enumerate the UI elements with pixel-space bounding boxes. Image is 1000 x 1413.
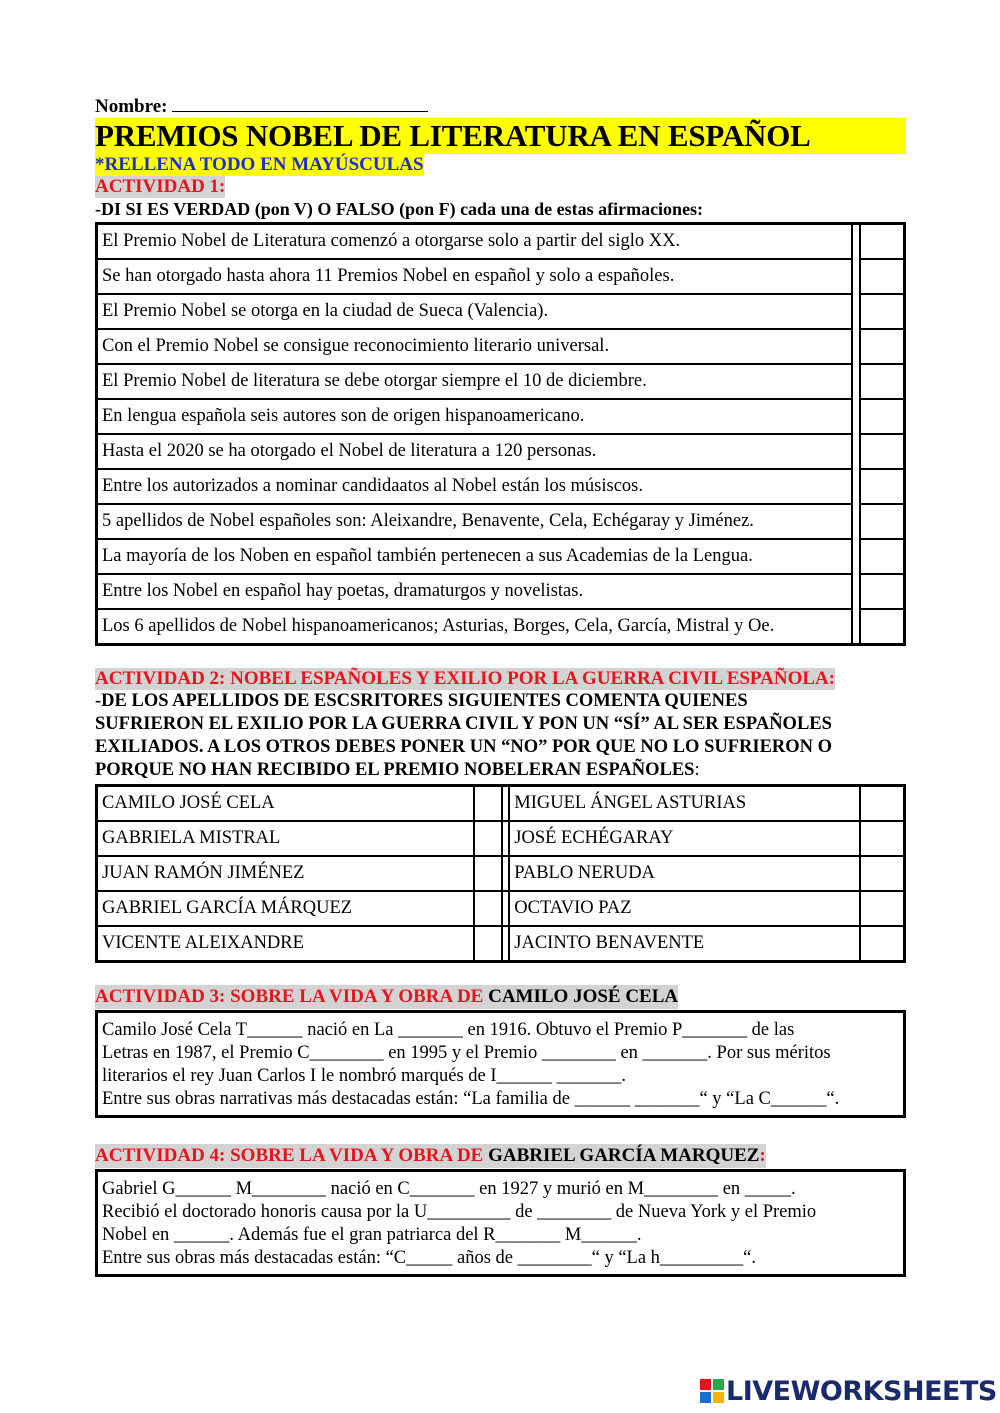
true-false-answer-box[interactable]	[860, 224, 905, 260]
row-spacer	[502, 821, 509, 856]
row-spacer	[852, 329, 860, 364]
exile-answer-box-left[interactable]	[474, 926, 502, 962]
author-name-right: JOSÉ ECHÉGARAY	[509, 821, 860, 856]
activity1-table	[95, 222, 906, 646]
true-false-answer-box[interactable]	[860, 574, 905, 609]
statement-text: Entre los Nobel en español hay poetas, dramaturgos y novelistas.	[97, 574, 853, 609]
statement-row	[97, 504, 905, 539]
row-spacer	[502, 786, 509, 822]
exile-answer-box-right[interactable]	[860, 891, 905, 926]
activity4-heading-red: ACTIVIDAD 4: SOBRE LA VIDA Y OBRA DE	[95, 1145, 489, 1166]
activity4-line[interactable]: Nobel en ______. Además fue el gran patriarca del R_______ M______.	[102, 1225, 642, 1245]
row-spacer	[502, 891, 509, 926]
activity1-heading: ACTIVIDAD 1:	[95, 176, 226, 197]
exile-answer-box-left[interactable]	[474, 821, 502, 856]
row-spacer	[852, 504, 860, 539]
true-false-answer-box[interactable]	[860, 294, 905, 329]
statement-row	[97, 259, 905, 294]
statement-row	[97, 364, 905, 399]
activity4-heading-end: :	[759, 1145, 766, 1166]
author-name-right: JACINTO BENAVENTE	[509, 926, 860, 962]
statement-row	[97, 434, 905, 469]
exile-answer-box-right[interactable]	[860, 786, 905, 822]
exile-answer-box-right[interactable]	[860, 821, 905, 856]
name-line	[95, 94, 906, 118]
statement-text: Hasta el 2020 se ha otorgado el Nobel de literatura a 120 personas.	[97, 434, 853, 469]
author-row	[97, 856, 905, 891]
statement-row	[97, 609, 905, 645]
activity2-instruction-end: :	[694, 760, 700, 780]
activity2-table	[95, 784, 906, 963]
activity2-instruction-line: PORQUE NO HAN RECIBIDO EL PREMIO NOBELERAN ESPAÑOLES	[95, 760, 695, 780]
author-name-right: PABLO NERUDA	[509, 856, 860, 891]
row-spacer	[852, 434, 860, 469]
author-name-left: VICENTE ALEIXANDRE	[97, 926, 475, 962]
liveworksheets-logo-icon	[700, 1379, 724, 1403]
row-spacer	[852, 294, 860, 329]
exile-answer-box-left[interactable]	[474, 856, 502, 891]
activity1-instruction: -DI SI ES VERDAD (pon V) O FALSO (pon F) cada una de estas afirmaciones:	[95, 199, 704, 219]
statement-text: El Premio Nobel se otorga en la ciudad de Sueca (Valencia).	[97, 294, 853, 329]
row-spacer	[852, 609, 860, 645]
liveworksheets-watermark	[700, 1376, 997, 1407]
author-row	[97, 926, 905, 962]
statement-text: Entre los autorizados a nominar candidaatos al Nobel están los músiscos.	[97, 469, 853, 504]
activity3-paragraph	[95, 1010, 906, 1118]
true-false-answer-box[interactable]	[860, 469, 905, 504]
activity2-instruction-line: EXILIADOS. A LOS OTROS DEBES PONER UN “NO” POR QUE NO LO SUFRIERON O	[95, 737, 833, 757]
statement-text: El Premio Nobel de literatura se debe otorgar siempre el 10 de diciembre.	[97, 364, 853, 399]
statement-row	[97, 574, 905, 609]
name-input[interactable]	[172, 94, 428, 112]
true-false-answer-box[interactable]	[860, 434, 905, 469]
author-name-left: GABRIELA MISTRAL	[97, 821, 475, 856]
activity2-instruction-line: SUFRIERON EL EXILIO POR LA GUERRA CIVIL Y PON UN “SÍ” AL SER ESPAÑOLES	[95, 714, 832, 734]
statement-text: La mayoría de los Noben en español también pertenecen a sus Academias de la Lengua.	[97, 539, 853, 574]
true-false-answer-box[interactable]	[860, 259, 905, 294]
exile-answer-box-left[interactable]	[474, 891, 502, 926]
name-label: Nombre:	[95, 96, 168, 117]
statement-text: 5 apellidos de Nobel españoles son: Aleixandre, Benavente, Cela, Echégaray y Jiménez.	[97, 504, 853, 539]
activity3-heading-red: ACTIVIDAD 3: SOBRE LA VIDA Y OBRA DE	[95, 986, 489, 1007]
activity4-heading-black: GABRIEL GARCÍA MARQUEZ	[488, 1145, 760, 1166]
activity4-heading	[95, 1144, 906, 1168]
statement-text: En lengua española seis autores son de origen hispanoamericano.	[97, 399, 853, 434]
statement-text: Los 6 apellidos de Nobel hispanoamericanos; Asturias, Borges, Cela, García, Mistral y Oe.	[97, 609, 853, 645]
author-name-left: JUAN RAMÓN JIMÉNEZ	[97, 856, 475, 891]
author-name-left: CAMILO JOSÉ CELA	[97, 786, 475, 822]
row-spacer	[852, 539, 860, 574]
author-name-right: OCTAVIO PAZ	[509, 891, 860, 926]
statement-row	[97, 224, 905, 260]
true-false-answer-box[interactable]	[860, 329, 905, 364]
author-row	[97, 786, 905, 822]
row-spacer	[852, 224, 860, 260]
statement-text: Con el Premio Nobel se consigue reconocimiento literario universal.	[97, 329, 853, 364]
row-spacer	[852, 399, 860, 434]
subtitle-instruction: *RELLENA TODO EN MAYÚSCULAS	[95, 154, 424, 175]
activity4-paragraph	[95, 1169, 906, 1277]
page-title: PREMIOS NOBEL DE LITERATURA EN ESPAÑOL	[95, 118, 906, 154]
row-spacer	[502, 926, 509, 962]
activity3-heading	[95, 985, 906, 1009]
true-false-answer-box[interactable]	[860, 364, 905, 399]
statement-row	[97, 469, 905, 504]
activity4-line[interactable]: Gabriel G______ M________ nació en C_______ en 1927 y murió en M________ en _____.	[102, 1179, 796, 1199]
true-false-answer-box[interactable]	[860, 504, 905, 539]
worksheet-page	[95, 94, 906, 1277]
row-spacer	[852, 574, 860, 609]
true-false-answer-box[interactable]	[860, 399, 905, 434]
activity3-line[interactable]: Entre sus obras narrativas más destacadas están: “La familia de ______ _______“ y “La C______“.	[102, 1089, 840, 1109]
true-false-answer-box[interactable]	[860, 539, 905, 574]
statement-row	[97, 329, 905, 364]
activity3-line[interactable]: Letras en 1987, el Premio C________ en 1995 y el Premio ________ en _______. Por sus méritos	[102, 1043, 831, 1063]
activity3-heading-black: CAMILO JOSÉ CELA	[488, 986, 679, 1007]
activity2-heading: ACTIVIDAD 2: NOBEL ESPAÑOLES Y EXILIO POR LA GUERRA CIVIL ESPAÑOLA:	[95, 668, 836, 689]
row-spacer	[852, 259, 860, 294]
row-spacer	[852, 469, 860, 504]
row-spacer	[852, 364, 860, 399]
statement-row	[97, 399, 905, 434]
exile-answer-box-right[interactable]	[860, 856, 905, 891]
author-row	[97, 891, 905, 926]
activity3-line[interactable]: literarios el rey Juan Carlos I le nombró marqués de I______ _______.	[102, 1066, 627, 1086]
statement-row	[97, 539, 905, 574]
exile-answer-box-right[interactable]	[860, 926, 905, 962]
watermark-text: LIVEWORKSHEETS	[726, 1376, 997, 1407]
statement-text: El Premio Nobel de Literatura comenzó a otorgarse solo a partir del siglo XX.	[97, 224, 853, 260]
activity4-line[interactable]: Recibió el doctorado honoris causa por la U_________ de ________ de Nueva York y el Premio	[102, 1202, 817, 1222]
statement-row	[97, 294, 905, 329]
activity2-instruction-line: -DE LOS APELLIDOS DE ESCSRITORES SIGUIENTES COMENTA QUIENES	[95, 691, 748, 711]
statement-text: Se han otorgado hasta ahora 11 Premios Nobel en español y solo a españoles.	[97, 259, 853, 294]
activity2-instruction	[95, 690, 906, 782]
activity4-line[interactable]: Entre sus obras más destacadas están: “C_____ años de ________“ y “La h_________“.	[102, 1248, 757, 1268]
author-name-right: MIGUEL ÁNGEL ASTURIAS	[509, 786, 860, 822]
true-false-answer-box[interactable]	[860, 609, 905, 645]
exile-answer-box-left[interactable]	[474, 786, 502, 822]
author-name-left: GABRIEL GARCÍA MÁRQUEZ	[97, 891, 475, 926]
author-row	[97, 821, 905, 856]
row-spacer	[502, 856, 509, 891]
activity3-line[interactable]: Camilo José Cela T______ nació en La _______ en 1916. Obtuvo el Premio P_______ de las	[102, 1020, 795, 1040]
